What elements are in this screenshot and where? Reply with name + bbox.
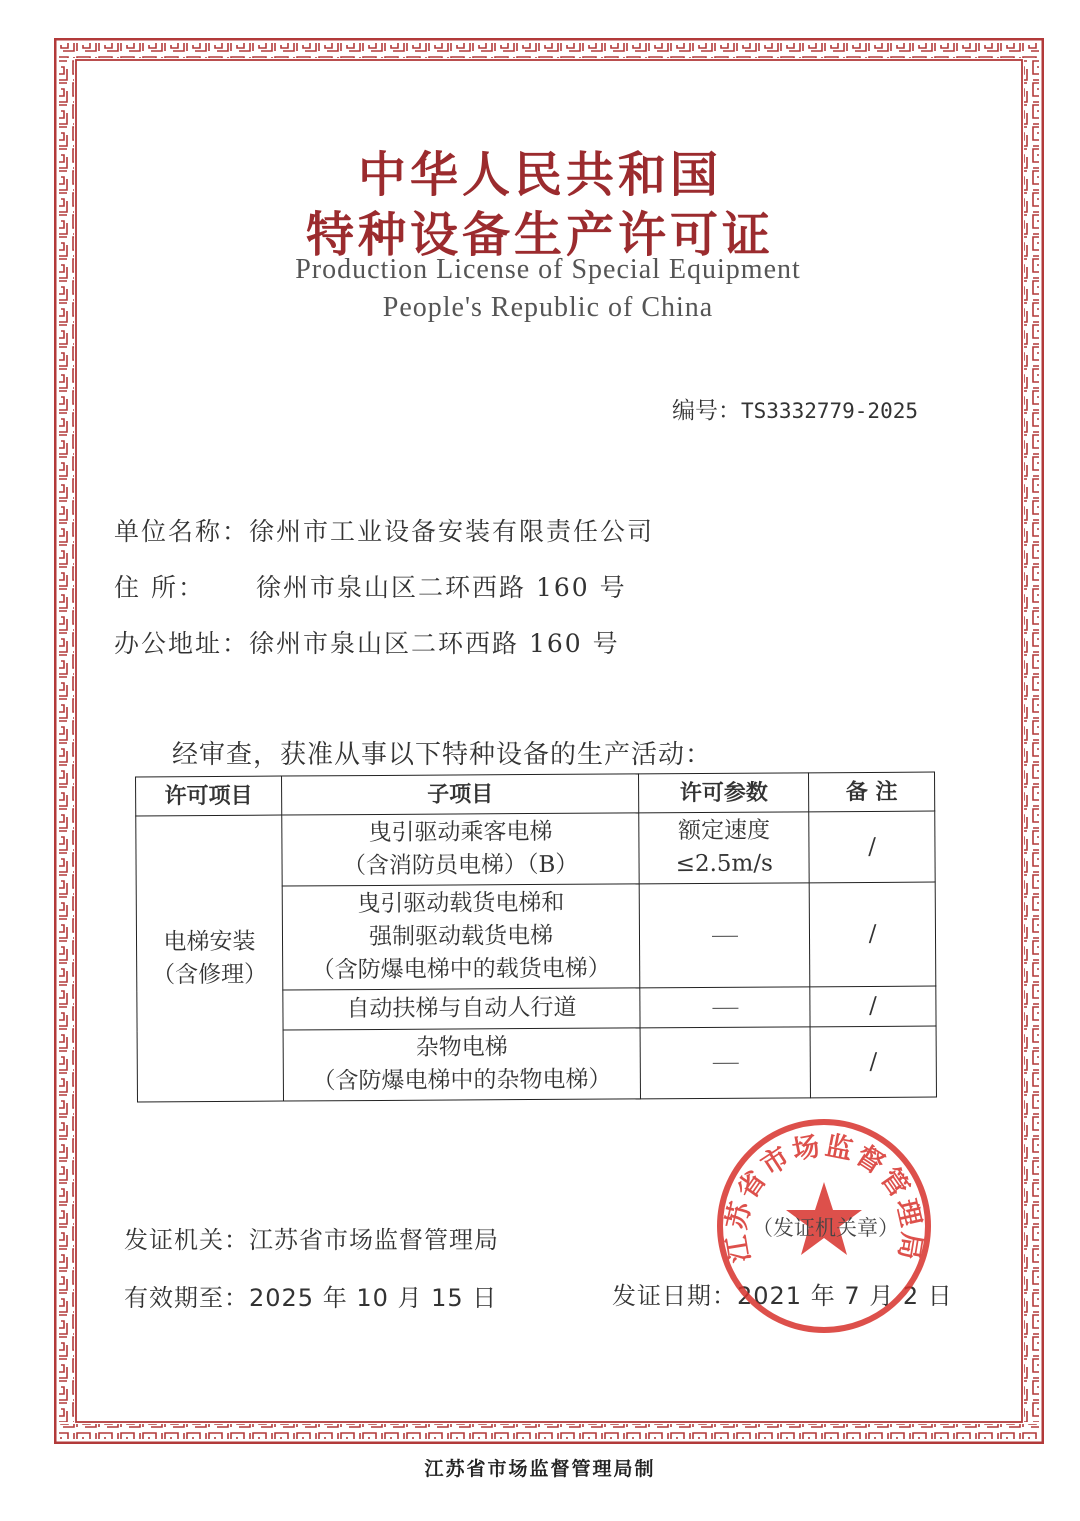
- serial-label: 编号：: [672, 398, 741, 424]
- address-field: [114, 568, 627, 604]
- sub-item-line: （含消防员电梯）（B）: [342, 851, 579, 880]
- unit-name-field: [114, 512, 654, 548]
- sub-item-line: 强制驱动载货电梯: [368, 922, 554, 951]
- sub-item-line: 曳引驱动载货电梯和: [357, 889, 565, 918]
- sub-item-cell: [282, 884, 640, 990]
- table-row: [136, 811, 935, 887]
- permit-item-line1: 电梯安装: [163, 928, 256, 955]
- note-cell: /: [810, 1026, 936, 1098]
- issuer-label: 发证机关：: [124, 1226, 249, 1254]
- permit-table: [135, 772, 937, 1103]
- title-cn-line2: 特种设备生产许可证: [305, 207, 774, 263]
- param-cell: [640, 987, 810, 1028]
- issue-date-label: 发证日期：: [612, 1282, 737, 1310]
- param-cell: [639, 883, 810, 988]
- sub-item-cell: [283, 988, 641, 1030]
- valid-until: [124, 1278, 497, 1313]
- unit-name-label: 单位名称：: [114, 517, 250, 546]
- sub-item-line: 杂物电梯: [415, 1034, 508, 1061]
- header-permit-params: 许可参数: [639, 773, 809, 813]
- serial-number: [672, 392, 918, 425]
- sub-item-line: （含防爆电梯中的载货电梯）: [311, 955, 611, 984]
- dash-mark: [712, 1007, 738, 1008]
- param-line: ≤2.5m/s: [675, 850, 773, 878]
- dash-mark: [712, 1063, 738, 1064]
- sub-item-line: 自动扶梯与自动人行道: [346, 994, 577, 1023]
- valid-value: 2025 年 10 月 15 日: [249, 1284, 498, 1312]
- approved-statement: 经审查，获准从事以下特种设备的生产活动：: [172, 740, 713, 770]
- stamp-caption: （发证机关章）: [752, 1216, 899, 1240]
- title-cn-line1: 中华人民共和国: [357, 147, 722, 203]
- dash-mark: [712, 935, 738, 936]
- sub-item-cell: [283, 1028, 641, 1101]
- issuer-value: 江苏省市场监督管理局: [249, 1226, 499, 1254]
- permit-item-cell: [136, 815, 284, 1102]
- table-header-row: [136, 772, 935, 816]
- param-line: 额定速度: [677, 817, 771, 845]
- header-remarks: 备 注: [809, 772, 935, 812]
- note-cell: /: [809, 811, 935, 883]
- issue-date-value: 2021 年 7 月 2 日: [737, 1282, 953, 1310]
- param-cell: [639, 812, 809, 884]
- address-value: 徐州市泉山区二环西路 160 号: [256, 573, 627, 602]
- permit-item-line2: （含修理）: [152, 961, 268, 988]
- param-cell: [640, 1027, 810, 1099]
- sub-item-line: 曳引驱动乘客电梯: [368, 818, 553, 847]
- office-address-value: 徐州市泉山区二环西路 160 号: [249, 629, 620, 658]
- printed-by: 江苏省市场监督管理局制: [424, 1458, 656, 1480]
- office-address-label: 办公地址：: [114, 629, 250, 658]
- title-en-line1: Production License of Special Equipment: [295, 254, 801, 285]
- note-cell: /: [810, 986, 936, 1027]
- note-cell: /: [809, 882, 935, 987]
- header-sub-item: 子项目: [281, 774, 639, 815]
- valid-label: 有效期至：: [124, 1284, 249, 1312]
- sub-item-cell: [282, 813, 640, 886]
- office-address-field: [114, 624, 620, 660]
- title-en-line2: People's Republic of China: [382, 292, 714, 323]
- issuing-authority: [124, 1220, 499, 1255]
- address-label: 住 所：: [114, 573, 205, 602]
- serial-value: TS3332779-2025: [741, 399, 919, 423]
- header-permit-item: 许可项目: [136, 776, 282, 816]
- unit-name-value: 徐州市工业设备安装有限责任公司: [249, 517, 655, 546]
- sub-item-line: （含防爆电梯中的杂物电梯）: [312, 1066, 612, 1095]
- seal-text: 江苏省市场监督管理局: [720, 1130, 928, 1265]
